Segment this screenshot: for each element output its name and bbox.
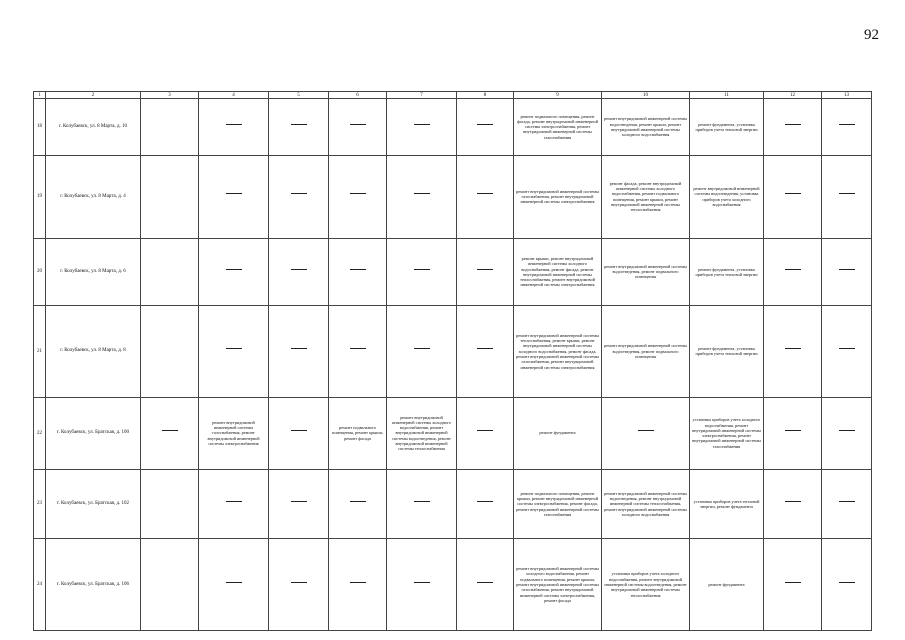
work-cell-3 bbox=[141, 469, 199, 539]
work-cell-6 bbox=[329, 539, 387, 631]
empty-dash bbox=[350, 269, 366, 275]
work-cell-8 bbox=[457, 539, 514, 631]
work-cell-3 bbox=[141, 397, 199, 469]
work-cell-8 bbox=[457, 238, 514, 306]
empty-dash bbox=[291, 124, 307, 130]
work-cell-10: ремонт внутридомовой инженерной системы водоотведения, ремонт подвального помещения bbox=[602, 306, 690, 398]
empty-dash bbox=[839, 193, 855, 199]
work-cell-13 bbox=[822, 155, 872, 238]
row-number: 21 bbox=[34, 306, 46, 398]
work-cell-3 bbox=[141, 238, 199, 306]
empty-dash bbox=[226, 348, 242, 354]
column-number-8: 8 bbox=[457, 92, 514, 99]
table-row bbox=[34, 469, 872, 539]
work-cell-12 bbox=[764, 155, 822, 238]
column-number-9: 9 bbox=[514, 92, 602, 99]
work-cell-13 bbox=[822, 306, 872, 398]
empty-dash bbox=[291, 348, 307, 354]
work-cell-12 bbox=[764, 238, 822, 306]
empty-dash bbox=[291, 582, 307, 588]
empty-dash bbox=[414, 348, 430, 354]
empty-dash bbox=[785, 582, 801, 588]
empty-dash bbox=[226, 193, 242, 199]
empty-dash bbox=[638, 430, 654, 436]
column-number-11: 11 bbox=[690, 92, 764, 99]
empty-dash bbox=[477, 348, 493, 354]
work-cell-3 bbox=[141, 99, 199, 156]
address-cell: г. Колубаевск, ул. 8 Марта, д. 4 bbox=[46, 155, 141, 238]
empty-dash bbox=[162, 430, 178, 436]
empty-dash bbox=[477, 193, 493, 199]
empty-dash bbox=[350, 193, 366, 199]
work-cell-12 bbox=[764, 99, 822, 156]
empty-dash bbox=[477, 124, 493, 130]
work-cell-13 bbox=[822, 397, 872, 469]
column-number-header-row bbox=[34, 92, 872, 99]
table-row bbox=[34, 99, 872, 156]
empty-dash bbox=[350, 501, 366, 507]
empty-dash bbox=[785, 124, 801, 130]
empty-dash bbox=[839, 348, 855, 354]
table-row bbox=[34, 397, 872, 469]
row-number: 19 bbox=[34, 155, 46, 238]
work-cell-11: ремонт фундамента, установка приборов учета тепловой энергии bbox=[690, 306, 764, 398]
work-cell-11: установка приборов учета тепловой энергии, ремонт фундамента bbox=[690, 469, 764, 539]
empty-dash bbox=[291, 501, 307, 507]
empty-dash bbox=[291, 193, 307, 199]
work-cell-7 bbox=[387, 539, 457, 631]
row-number: 23 bbox=[34, 469, 46, 539]
empty-dash bbox=[350, 582, 366, 588]
work-cell-13 bbox=[822, 539, 872, 631]
work-cell-6 bbox=[329, 238, 387, 306]
work-cell-13 bbox=[822, 469, 872, 539]
row-number: 18 bbox=[34, 99, 46, 156]
work-cell-10: ремонт фасада, ремонт внутридомовой инженерной системы холодного водоснабжения, ремонт подвального помещения, ремонт крыши, ремонт внутридомовой инженерной системы теплоснабжения bbox=[602, 155, 690, 238]
table-row bbox=[34, 238, 872, 306]
empty-dash bbox=[226, 582, 242, 588]
work-cell-10 bbox=[602, 397, 690, 469]
work-cell-12 bbox=[764, 397, 822, 469]
empty-dash bbox=[785, 501, 801, 507]
table-row bbox=[34, 155, 872, 238]
address-cell: г. Колубаевск, ул. 8 Марта, д. 8 bbox=[46, 306, 141, 398]
work-cell-6 bbox=[329, 99, 387, 156]
row-number: 22 bbox=[34, 397, 46, 469]
work-cell-4 bbox=[199, 539, 269, 631]
empty-dash bbox=[785, 269, 801, 275]
empty-dash bbox=[839, 430, 855, 436]
work-cell-10: ремонт внутридомовой инженерной системы водоотведения, ремонт крыши, ремонт внутридомовой инженерной системы холодного водоснабжения bbox=[602, 99, 690, 156]
address-cell: г. Колубаевск, ул. Братская, д. 102 bbox=[46, 469, 141, 539]
address-cell: г. Колубаевск, ул. Братская, д. 100 bbox=[46, 397, 141, 469]
empty-dash bbox=[414, 269, 430, 275]
work-cell-12 bbox=[764, 539, 822, 631]
work-cell-12 bbox=[764, 306, 822, 398]
work-cell-5 bbox=[269, 469, 329, 539]
work-cell-6: ремонт подвального помещения, ремонт крыши, ремонт фасада bbox=[329, 397, 387, 469]
work-cell-4 bbox=[199, 238, 269, 306]
work-cell-11: ремонт внутридомовой инженерной системы водоотведения, установка приборов учета холодного водоснабжения bbox=[690, 155, 764, 238]
work-cell-5 bbox=[269, 238, 329, 306]
empty-dash bbox=[414, 501, 430, 507]
work-cell-4: ремонт внутридомовой инженерной системы газоснабжения, ремонт внутридомовой инженерной системы электроснабжения bbox=[199, 397, 269, 469]
work-cell-5 bbox=[269, 99, 329, 156]
empty-dash bbox=[291, 269, 307, 275]
work-cell-3 bbox=[141, 306, 199, 398]
work-cell-9: ремонт внутридомовой инженерной системы газоснабжения, ремонт внутридомовой инженерной системы электроснабжения bbox=[514, 155, 602, 238]
empty-dash bbox=[226, 269, 242, 275]
empty-dash bbox=[414, 193, 430, 199]
work-cell-13 bbox=[822, 99, 872, 156]
empty-dash bbox=[477, 269, 493, 275]
work-cell-6 bbox=[329, 469, 387, 539]
work-cell-11: установка приборов учета холодного водоснабжения, ремонт внутридомовой инженерной системы электроснабжения, ремонт внутридомовой инженерной системы газоснабжения bbox=[690, 397, 764, 469]
work-cell-7 bbox=[387, 99, 457, 156]
work-cell-13 bbox=[822, 238, 872, 306]
column-number-1: 1 bbox=[34, 92, 46, 99]
empty-dash bbox=[226, 501, 242, 507]
page-number: 92 bbox=[864, 27, 879, 43]
empty-dash bbox=[350, 124, 366, 130]
work-cell-10: установка приборов учета холодного водоснабжения, ремонт внутридомовой инженерной системы водоотведения, ремонт внутридомовой инженерной системы теплоснабжения bbox=[602, 539, 690, 631]
address-cell: г. Колубаевск, ул. 8 Марта, д. 6 bbox=[46, 238, 141, 306]
work-cell-8 bbox=[457, 306, 514, 398]
empty-dash bbox=[291, 430, 307, 436]
work-cell-6 bbox=[329, 306, 387, 398]
work-cell-11: ремонт фундамента, установка приборов учета тепловой энергии bbox=[690, 99, 764, 156]
work-cell-11: ремонт фундамента bbox=[690, 539, 764, 631]
column-number-2: 2 bbox=[46, 92, 141, 99]
address-cell: г. Колубаевск, ул. Братская, д. 106 bbox=[46, 539, 141, 631]
work-cell-3 bbox=[141, 155, 199, 238]
work-cell-7 bbox=[387, 469, 457, 539]
work-cell-4 bbox=[199, 469, 269, 539]
work-cell-5 bbox=[269, 539, 329, 631]
work-cell-7 bbox=[387, 306, 457, 398]
work-cell-4 bbox=[199, 99, 269, 156]
column-number-6: 6 bbox=[329, 92, 387, 99]
row-number: 20 bbox=[34, 238, 46, 306]
empty-dash bbox=[785, 193, 801, 199]
work-cell-11: ремонт фундамента, установка приборов учета тепловой энергии bbox=[690, 238, 764, 306]
column-number-5: 5 bbox=[269, 92, 329, 99]
empty-dash bbox=[226, 124, 242, 130]
empty-dash bbox=[414, 582, 430, 588]
work-cell-8 bbox=[457, 99, 514, 156]
work-cell-8 bbox=[457, 469, 514, 539]
empty-dash bbox=[785, 348, 801, 354]
work-cell-8 bbox=[457, 397, 514, 469]
work-cell-5 bbox=[269, 397, 329, 469]
empty-dash bbox=[839, 501, 855, 507]
work-cell-10: ремонт внутридомовой инженерной системы водоотведения, ремонт внутридомовой инженерной системы теплоснабжения, ремонт внутридомовой инженерной системы холодного водоснабжения bbox=[602, 469, 690, 539]
address-cell: г. Колубаевск, ул. 8 Марта, д. 10 bbox=[46, 99, 141, 156]
empty-dash bbox=[477, 582, 493, 588]
work-cell-8 bbox=[457, 155, 514, 238]
column-number-10: 10 bbox=[602, 92, 690, 99]
work-cell-4 bbox=[199, 155, 269, 238]
work-cell-9: ремонт подвального помещения, ремонт фасада, ремонт внутридомовой инженерной системы электроснабжения, ремонт внутридомовой инженерной системы газоснабжения bbox=[514, 99, 602, 156]
column-number-4: 4 bbox=[199, 92, 269, 99]
work-cell-5 bbox=[269, 306, 329, 398]
empty-dash bbox=[477, 430, 493, 436]
column-number-12: 12 bbox=[764, 92, 822, 99]
empty-dash bbox=[839, 269, 855, 275]
work-cell-9: ремонт подвального помещения, ремонт крыши, ремонт внутридомовой инженерной системы электроснабжения, ремонт фасада, ремонт внутридомовой инженерной системы газоснабжения bbox=[514, 469, 602, 539]
column-number-3: 3 bbox=[141, 92, 199, 99]
work-cell-3 bbox=[141, 539, 199, 631]
work-cell-7 bbox=[387, 155, 457, 238]
work-cell-12 bbox=[764, 469, 822, 539]
empty-dash bbox=[477, 501, 493, 507]
empty-dash bbox=[350, 348, 366, 354]
row-number: 24 bbox=[34, 539, 46, 631]
empty-dash bbox=[414, 124, 430, 130]
work-cell-4 bbox=[199, 306, 269, 398]
work-cell-9: ремонт фундамента bbox=[514, 397, 602, 469]
column-number-7: 7 bbox=[387, 92, 457, 99]
work-cell-9: ремонт внутридомовой инженерной системы холодного водоснабжения, ремонт подвального помещения, ремонт крыши, ремонт внутридомовой инженерной системы газоснабжения, ремонт внутридомовой инженерной системы электроснабжения, ремонт фасада bbox=[514, 539, 602, 631]
work-cell-9: ремонт крыши, ремонт внутридомовой инженерной системы холодного водоснабжения, ремонт фасада, ремонт внутридомовой инженерной системы теплоснабжения, ремонт внутридомовой инженерной системы электроснабжения bbox=[514, 238, 602, 306]
table-row bbox=[34, 306, 872, 398]
capital-repair-table bbox=[33, 91, 872, 631]
table-row bbox=[34, 539, 872, 631]
column-number-13: 13 bbox=[822, 92, 872, 99]
work-cell-10: ремонт внутридомовой инженерной системы водоотведения, ремонт подвального помещения bbox=[602, 238, 690, 306]
work-cell-6 bbox=[329, 155, 387, 238]
work-cell-7 bbox=[387, 238, 457, 306]
empty-dash bbox=[785, 430, 801, 436]
empty-dash bbox=[839, 124, 855, 130]
work-cell-7: ремонт внутридомовой инженерной системы холодного водоснабжения, ремонт внутридомовой инженерной системы водоотведения, ремонт внутридомовой инженерной системы теплоснабжения bbox=[387, 397, 457, 469]
work-cell-5 bbox=[269, 155, 329, 238]
work-cell-9: ремонт внутридомовой инженерной системы теплоснабжения, ремонт крыши, ремонт внутридомовой инженерной системы холодного водоснабжения, ремонт фасада, ремонт внутридомовой инженерной системы газоснабжения, ремонт внутридомовой инженерной системы электроснабжения bbox=[514, 306, 602, 398]
empty-dash bbox=[839, 582, 855, 588]
